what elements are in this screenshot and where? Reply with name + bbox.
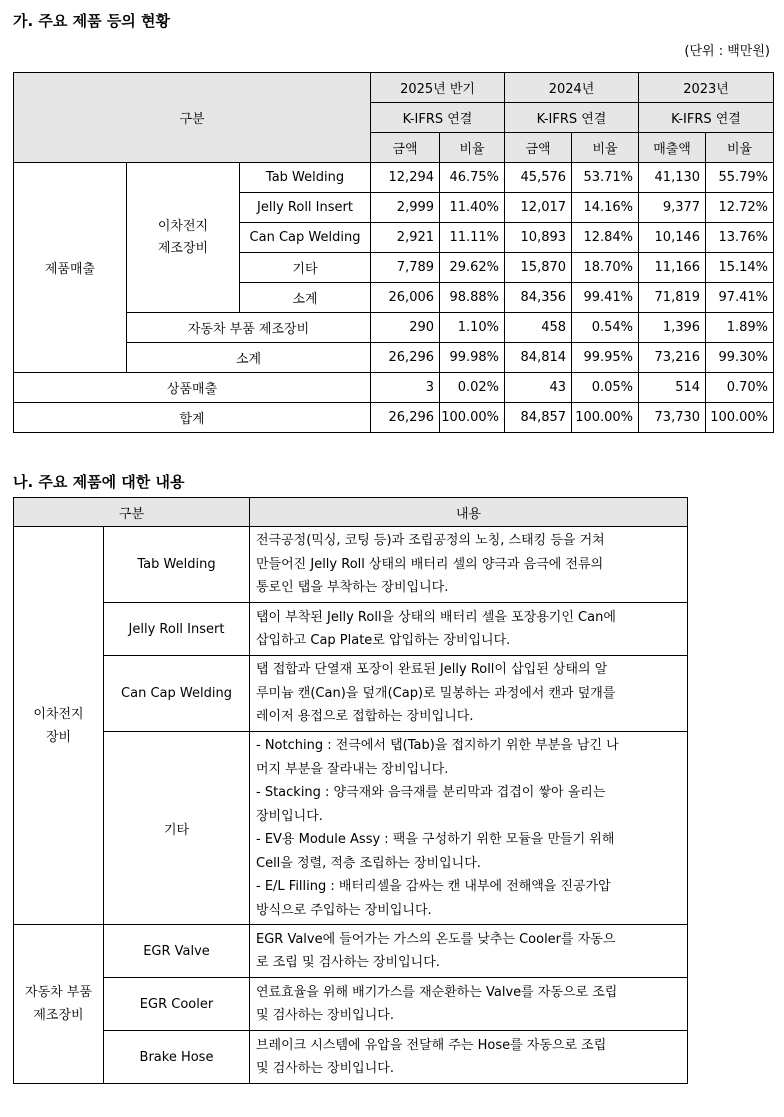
cell: 14.16% xyxy=(572,193,639,223)
cell: 11.11% xyxy=(440,223,505,253)
cell: 1.89% xyxy=(706,313,774,343)
item-description: 전극공정(믹싱, 코팅 등)과 조립공정의 노칭, 스태킹 등을 거쳐 만들어진 Jelly Roll 상태의 배터리 셀의 양극과 음극에 전류의 통로인 탭을 부착하는 장비입니다. xyxy=(250,527,688,603)
cell: 45,576 xyxy=(505,163,572,193)
group-battery-equipment: 이차전지 장비 xyxy=(14,527,104,925)
row-label: Jelly Roll Insert xyxy=(240,193,371,223)
table-row xyxy=(14,1031,688,1084)
row-label: Can Cap Welding xyxy=(240,223,371,253)
item-description: 연료효율을 위해 배기가스를 재순환하는 Valve를 자동으로 조립 및 검사하는 장비입니다. xyxy=(250,978,688,1031)
item-description: 브레이크 시스템에 유압을 전달해 주는 Hose를 자동으로 조립 및 검사하는 장비입니다. xyxy=(250,1031,688,1084)
cell: 99.95% xyxy=(572,343,639,373)
cell: 99.41% xyxy=(572,283,639,313)
header-amount: 금액 xyxy=(371,133,440,163)
cell: 1,396 xyxy=(639,313,706,343)
cell: 26,296 xyxy=(371,403,440,433)
header-content: 내용 xyxy=(250,498,688,527)
table-row xyxy=(14,373,774,403)
cell: 7,789 xyxy=(371,253,440,283)
header-category: 구분 xyxy=(14,73,371,163)
cell: 0.70% xyxy=(706,373,774,403)
table-row xyxy=(14,732,688,925)
header-period: 2024년 xyxy=(505,73,639,103)
cell: 26,006 xyxy=(371,283,440,313)
table-row xyxy=(14,603,688,656)
cell: 2,999 xyxy=(371,193,440,223)
table-row xyxy=(14,163,774,193)
cell: 100.00% xyxy=(572,403,639,433)
table-row xyxy=(14,527,688,603)
item-name: Jelly Roll Insert xyxy=(104,603,250,656)
group-product-sales: 제품매출 xyxy=(14,163,127,373)
product-sales-table xyxy=(13,72,774,433)
cell: 13.76% xyxy=(706,223,774,253)
cell: 10,146 xyxy=(639,223,706,253)
row-label: Tab Welding xyxy=(240,163,371,193)
item-description: 탭이 부착된 Jelly Roll을 상태의 배터리 셀을 포장용기인 Can에 삽입하고 Cap Plate로 압입하는 장비입니다. xyxy=(250,603,688,656)
cell: 0.54% xyxy=(572,313,639,343)
product-description-table xyxy=(13,497,688,1084)
row-label: 합계 xyxy=(14,403,371,433)
header-ratio: 비율 xyxy=(706,133,774,163)
item-description: 탭 접합과 단열재 포장이 완료된 Jelly Roll이 삽입된 상태의 알 루미늄 캔(Can)을 덮개(Cap)로 밀봉하는 과정에서 캔과 덮개를 레이저 용접으로 접합하는 장비입니다. xyxy=(250,656,688,732)
cell: 100.00% xyxy=(706,403,774,433)
cell: 514 xyxy=(639,373,706,403)
item-description: - Notching : 전극에서 탭(Tab)을 접지하기 위한 부분을 남긴 나 머지 부분을 잘라내는 장비입니다. - Stacking : 양극재와 음극재를 분리막과 겹겹이 쌓아 올리는 장비입니다. - EV용 Module Assy : 팩을 구성하기 위한 모듈을 만들기 위해 Cell을 정렬, 적층 조립하는 장비입니다. - E/L Filling : 배터리셀을 감싸는 캔 내부에 전해액을 진공가압 방식으로 주입하는 장비입니다. xyxy=(250,732,688,925)
unit-label: (단위 : 백만원) xyxy=(684,44,770,59)
cell: 98.88% xyxy=(440,283,505,313)
cell: 0.05% xyxy=(572,373,639,403)
cell: 458 xyxy=(505,313,572,343)
cell: 15.14% xyxy=(706,253,774,283)
row-label: 소계 xyxy=(240,283,371,313)
cell: 3 xyxy=(371,373,440,403)
cell: 11.40% xyxy=(440,193,505,223)
group-auto-parts-equipment: 자동차 부품 제조장비 xyxy=(14,925,104,1084)
header-basis: K-IFRS 연결 xyxy=(505,103,639,133)
cell: 11,166 xyxy=(639,253,706,283)
cell: 97.41% xyxy=(706,283,774,313)
table-row xyxy=(14,403,774,433)
header-period: 2023년 xyxy=(639,73,774,103)
table-row xyxy=(14,656,688,732)
cell: 84,857 xyxy=(505,403,572,433)
cell: 29.62% xyxy=(440,253,505,283)
item-name: Can Cap Welding xyxy=(104,656,250,732)
cell: 73,216 xyxy=(639,343,706,373)
row-label: 상품매출 xyxy=(14,373,371,403)
cell: 41,130 xyxy=(639,163,706,193)
header-amount: 금액 xyxy=(505,133,572,163)
cell: 10,893 xyxy=(505,223,572,253)
cell: 0.02% xyxy=(440,373,505,403)
cell: 2,921 xyxy=(371,223,440,253)
item-name: EGR Cooler xyxy=(104,978,250,1031)
cell: 12,017 xyxy=(505,193,572,223)
subgroup-secondary-battery: 이차전지 제조장비 xyxy=(127,163,240,313)
cell: 12.72% xyxy=(706,193,774,223)
item-description: EGR Valve에 들어가는 가스의 온도를 낮추는 Cooler를 자동으 로 조립 및 검사하는 장비입니다. xyxy=(250,925,688,978)
cell: 46.75% xyxy=(440,163,505,193)
header-amount: 매출액 xyxy=(639,133,706,163)
item-name: 기타 xyxy=(104,732,250,925)
header-basis: K-IFRS 연결 xyxy=(639,103,774,133)
header-ratio: 비율 xyxy=(440,133,505,163)
table-row xyxy=(14,343,774,373)
table-row xyxy=(14,925,688,978)
cell: 55.79% xyxy=(706,163,774,193)
cell: 9,377 xyxy=(639,193,706,223)
table-row xyxy=(14,313,774,343)
header-ratio: 비율 xyxy=(572,133,639,163)
cell: 84,356 xyxy=(505,283,572,313)
cell: 1.10% xyxy=(440,313,505,343)
cell: 43 xyxy=(505,373,572,403)
header-basis: K-IFRS 연결 xyxy=(371,103,505,133)
header-period: 2025년 반기 xyxy=(371,73,505,103)
row-label: 자동차 부품 제조장비 xyxy=(127,313,371,343)
cell: 12.84% xyxy=(572,223,639,253)
cell: 15,870 xyxy=(505,253,572,283)
table-row xyxy=(14,978,688,1031)
cell: 99.30% xyxy=(706,343,774,373)
cell: 73,730 xyxy=(639,403,706,433)
cell: 12,294 xyxy=(371,163,440,193)
cell: 26,296 xyxy=(371,343,440,373)
item-name: EGR Valve xyxy=(104,925,250,978)
cell: 99.98% xyxy=(440,343,505,373)
header-category: 구분 xyxy=(14,498,250,527)
row-label: 소계 xyxy=(127,343,371,373)
cell: 53.71% xyxy=(572,163,639,193)
cell: 71,819 xyxy=(639,283,706,313)
cell: 18.70% xyxy=(572,253,639,283)
section-b-title: 나. 주요 제품에 대한 내용 xyxy=(13,473,185,491)
cell: 84,814 xyxy=(505,343,572,373)
row-label: 기타 xyxy=(240,253,371,283)
item-name: Brake Hose xyxy=(104,1031,250,1084)
section-a-title: 가. 주요 제품 등의 현황 xyxy=(13,12,170,30)
cell: 290 xyxy=(371,313,440,343)
cell: 100.00% xyxy=(440,403,505,433)
item-name: Tab Welding xyxy=(104,527,250,603)
